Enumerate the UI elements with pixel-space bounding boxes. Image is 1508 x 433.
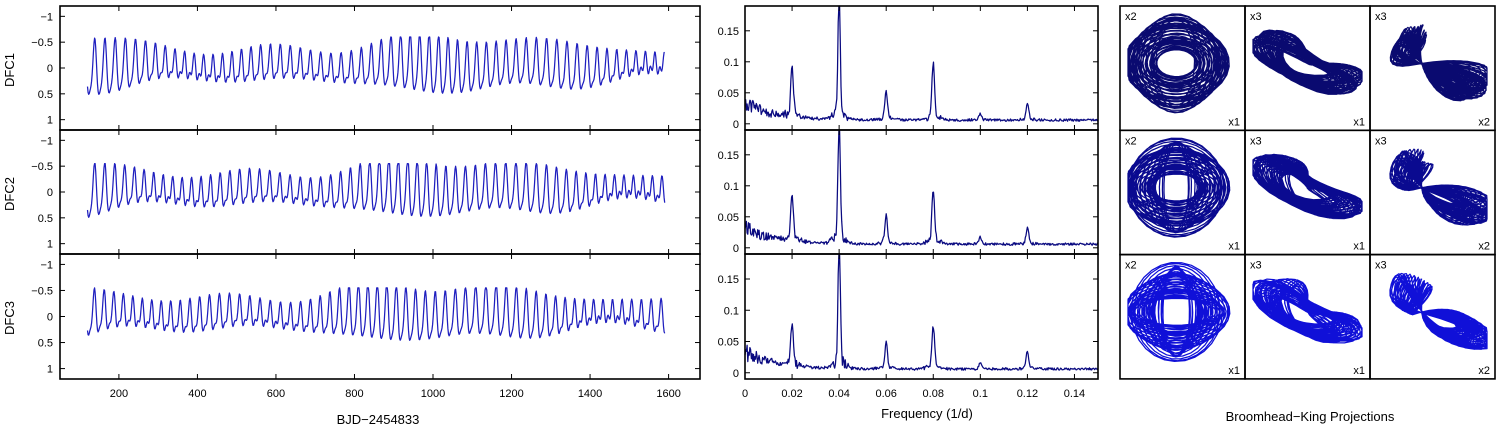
projection-ylabel: x2 (1125, 259, 1137, 272)
periodogram-panel-2 (718, 130, 1098, 255)
ytick-label: 0 (46, 311, 53, 324)
projection-cell (1370, 6, 1495, 130)
light-curve-panel-3 (2, 254, 700, 379)
ytick-label: 0 (46, 187, 53, 199)
ytick-label: 0.5 (37, 212, 53, 225)
projection-ylabel: x3 (1375, 135, 1387, 148)
periodogram-panel-3 (718, 254, 1098, 380)
light-curve-panel-2 (2, 130, 700, 254)
ytick-label: −0.5 (31, 37, 53, 50)
ytick-label: 0.5 (37, 88, 53, 101)
ytick-label: 0 (732, 118, 739, 131)
periodogram-trace-2 (745, 130, 1098, 245)
xtick-label: 400 (188, 388, 207, 400)
xtick-label: 600 (266, 388, 286, 400)
ytick-label: −1 (40, 11, 53, 24)
projection-cell (1120, 255, 1245, 379)
xtick-label: 1600 (656, 388, 681, 400)
projection-xlabel: x1 (1228, 240, 1240, 253)
projection-trajectory (1390, 149, 1487, 225)
ytick-label: 0.15 (717, 274, 739, 286)
light-curve-trace-1 (88, 37, 665, 94)
projections-title: Broomhead−King Projections (1225, 409, 1395, 424)
projection-trajectory (1128, 14, 1229, 113)
light-curve-trace-2 (88, 164, 665, 218)
ytick-label: 0 (732, 367, 739, 380)
ytick-label: 0 (46, 63, 53, 75)
ytick-label: 1 (46, 363, 53, 376)
ytick-label: −0.5 (31, 161, 53, 174)
xtick-label: 0.04 (828, 388, 850, 400)
projection-cell (1245, 255, 1370, 379)
xtick-label: 0 (741, 388, 749, 400)
projection-ylabel: x3 (1250, 259, 1262, 272)
projection-trajectory (1253, 154, 1362, 218)
light-curve-ylabel-2: DFC2 (2, 177, 17, 211)
projection-cell (1120, 130, 1245, 254)
projection-trajectory (1390, 25, 1487, 101)
periodogram-axes-2 (745, 130, 1098, 254)
projection-xlabel: x2 (1478, 240, 1490, 253)
projection-xlabel: x1 (1228, 116, 1240, 129)
ytick-label: −1 (40, 259, 53, 272)
projection-cell (1245, 130, 1370, 254)
ytick-label: 0.15 (717, 25, 739, 38)
ytick-label: 0.5 (37, 337, 53, 350)
light-curve-trace-3 (88, 288, 665, 340)
ytick-label: 0.05 (717, 211, 739, 224)
periodogram-panels (718, 6, 1098, 421)
light-curve-axes-1 (60, 6, 700, 130)
xtick-label: 1400 (577, 388, 603, 400)
projection-ylabel: x2 (1125, 11, 1137, 23)
ytick-label: 0.1 (723, 180, 739, 193)
projection-xlabel: x1 (1353, 240, 1365, 253)
xtick-label: 200 (109, 388, 129, 400)
ytick-label: 0.05 (717, 87, 739, 100)
projection-ylabel: x2 (1125, 135, 1137, 148)
xtick-label: 1000 (420, 388, 446, 400)
xtick-label: 0.02 (781, 388, 803, 400)
projection-grid (1120, 6, 1495, 379)
xtick-label: 0.12 (1016, 388, 1039, 400)
projection-xlabel: x2 (1478, 116, 1490, 129)
projection-ylabel: x3 (1375, 11, 1387, 23)
ytick-label: −1 (40, 135, 53, 148)
xtick-label: 800 (345, 388, 364, 400)
projection-ylabel: x3 (1250, 11, 1262, 23)
xtick-label: 1200 (499, 388, 524, 400)
projection-cell (1245, 6, 1370, 130)
projection-xlabel: x2 (1478, 364, 1490, 377)
xtick-label: 0.14 (1063, 388, 1086, 400)
projection-trajectory (1128, 263, 1230, 362)
xtick-label: 0.08 (922, 388, 944, 400)
ytick-label: 1 (46, 114, 53, 127)
periodogram-panel-1 (718, 6, 1098, 131)
projection-xlabel: x1 (1353, 116, 1365, 129)
projection-ylabel: x3 (1375, 259, 1387, 272)
projection-frame (1245, 130, 1370, 254)
projection-trajectory (1390, 274, 1487, 350)
light-curve-panel-1 (2, 6, 700, 130)
projection-xlabel: x1 (1353, 364, 1365, 377)
periodogram-trace-3 (745, 254, 1098, 370)
xtick-label: 0.1 (972, 388, 988, 400)
projection-ylabel: x3 (1250, 135, 1262, 148)
projection-cell (1370, 130, 1495, 254)
projection-trajectory (1128, 138, 1230, 237)
periodogram-axes-3 (745, 254, 1098, 379)
projection-cell (1370, 255, 1495, 379)
light-curve-ylabel-1: DFC1 (2, 53, 17, 87)
projection-trajectory (1253, 30, 1362, 94)
ytick-label: 0.1 (723, 56, 739, 69)
ytick-label: 1 (46, 238, 53, 251)
light-curve-panels (2, 6, 700, 427)
light-curve-ylabel-3: DFC3 (2, 301, 17, 335)
ytick-label: 0.1 (723, 305, 739, 318)
projection-cell (1120, 6, 1245, 130)
projection-xlabel: x1 (1228, 364, 1240, 377)
periodogram-xlabel: Frequency (1/d) (881, 406, 973, 421)
xtick-label: 0.06 (875, 388, 897, 400)
periodogram-axes-1 (745, 6, 1098, 130)
ytick-label: 0.15 (717, 149, 739, 162)
ytick-label: 0 (732, 242, 739, 255)
projection-trajectory (1253, 279, 1362, 343)
periodogram-trace-1 (745, 6, 1098, 121)
ytick-label: −0.5 (31, 285, 53, 298)
ytick-label: 0.05 (717, 336, 739, 349)
light-curve-xlabel: BJD−2454833 (336, 412, 420, 427)
